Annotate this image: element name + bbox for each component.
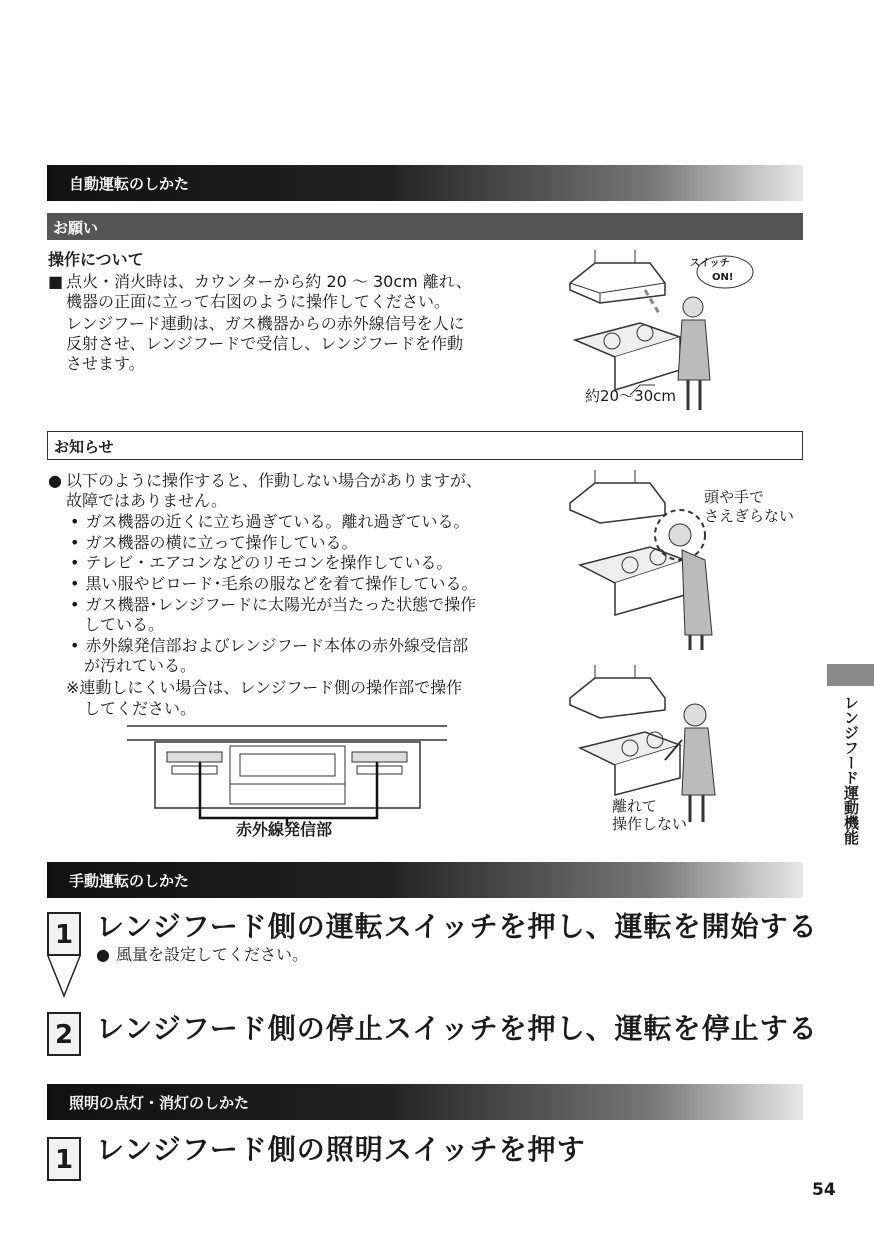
step-number-manual-2: 2 <box>47 1012 81 1056</box>
notice-item-6-cont: が汚れている。 <box>84 656 197 675</box>
step-title-manual-2: レンジフード側の停止スイッチを押し、運転を停止する <box>96 1012 818 1045</box>
ir-transmitter-label: 赤外線発信部 <box>236 820 333 839</box>
step-number-manual-1: 1 <box>47 912 81 956</box>
request-line-4: 反射させ、レンジフードで受信し、レンジフードを作動 <box>66 334 463 353</box>
notice-item-5-text: ガス機器･レンジフードに太陽光が当たった状態で操作 <box>85 595 477 614</box>
notice-item-3-text: テレビ・エアコンなどのリモコンを操作している。 <box>85 553 453 572</box>
notice-item-6: • 赤外線発信部およびレンジフード本体の赤外線受信部 <box>70 636 469 655</box>
too-far-caption-2: 操作しない <box>612 815 688 833</box>
side-tab-label: レンジフード運動機能 <box>842 695 860 845</box>
section-title-auto: 自動運転のしかた <box>69 175 190 193</box>
bubble-text-2: ON! <box>712 272 734 283</box>
section-header-auto <box>47 165 803 201</box>
blocking-caption-2: さえぎらない <box>704 507 795 525</box>
notice-item-1: • ガス機器の近くに立ち過ぎている。離れ過ぎている。 <box>70 512 470 531</box>
request-header-label: お願い <box>53 219 99 237</box>
blocking-caption-1: 頭や手で <box>704 488 765 506</box>
request-line-1: 点火・消火時は、カウンターから約 20 ～ 30cm 離れ、 <box>66 272 472 291</box>
notice-item-2-text: ガス機器の横に立って操作している。 <box>85 533 358 552</box>
step-title-manual-1: レンジフード側の運転スイッチを押し、運転を開始する <box>96 910 818 943</box>
request-line-2: 機器の正面に立って右図のように操作してください。 <box>66 292 451 311</box>
section-title-light: 照明の点灯・消灯のしかた <box>69 1094 250 1112</box>
too-far-caption-1: 離れて <box>612 797 658 815</box>
request-line-3: レンジフード連動は、ガス機器からの赤外線信号を人に <box>66 314 465 333</box>
distance-label: 約20～30cm <box>585 387 677 405</box>
step-title-light-1: レンジフード側の照明スイッチを押す <box>96 1133 586 1166</box>
step-arrow-icon <box>47 956 81 998</box>
notice-item-4: • 黒い服やビロード･毛糸の服などを着て操作している。 <box>70 574 478 593</box>
notice-intro-1: 以下のように操作すると、作動しない場合がありますが、 <box>66 471 483 490</box>
section-header-light <box>47 1084 803 1120</box>
section-title-manual: 手動運転のしかた <box>69 872 190 890</box>
request-line-5: させます。 <box>66 354 145 373</box>
step-note-manual-1-text: 風量を設定してください。 <box>115 945 308 964</box>
notice-item-2: • ガス機器の横に立って操作している。 <box>70 533 358 552</box>
request-subheading: 操作について <box>48 250 144 269</box>
bubble-text-1: スイッチ <box>690 258 730 269</box>
notice-note-1: ※連動しにくい場合は、レンジフード側の操作部で操作 <box>66 678 463 697</box>
side-tab-marker <box>827 664 874 686</box>
notice-note-2: してください。 <box>84 699 197 718</box>
notice-item-5: • ガス機器･レンジフードに太陽光が当たった状態で操作 <box>70 595 477 614</box>
notice-item-5-cont: している。 <box>84 615 165 634</box>
notice-header-label: お知らせ <box>54 438 114 456</box>
step-note-manual-1: ● 風量を設定してください。 <box>96 945 308 964</box>
page-number: 54 <box>812 1180 836 1200</box>
request-header <box>47 213 803 240</box>
request-bullet: ■ <box>48 272 64 291</box>
step-number-light-1: 1 <box>47 1137 81 1181</box>
notice-intro-2: 故障ではありません。 <box>66 491 227 510</box>
notice-item-4-text: 黒い服やビロード･毛糸の服などを着て操作している。 <box>85 574 478 593</box>
notice-header <box>47 431 803 460</box>
notice-item-6-text: 赤外線発信部およびレンジフード本体の赤外線受信部 <box>85 636 469 655</box>
notice-item-3: • テレビ・エアコンなどのリモコンを操作している。 <box>70 553 453 572</box>
notice-item-1-text: ガス機器の近くに立ち過ぎている。離れ過ぎている。 <box>85 512 470 531</box>
notice-bullet: ● <box>48 471 62 490</box>
stove-front-diagram <box>122 726 452 821</box>
section-header-manual <box>47 862 803 898</box>
